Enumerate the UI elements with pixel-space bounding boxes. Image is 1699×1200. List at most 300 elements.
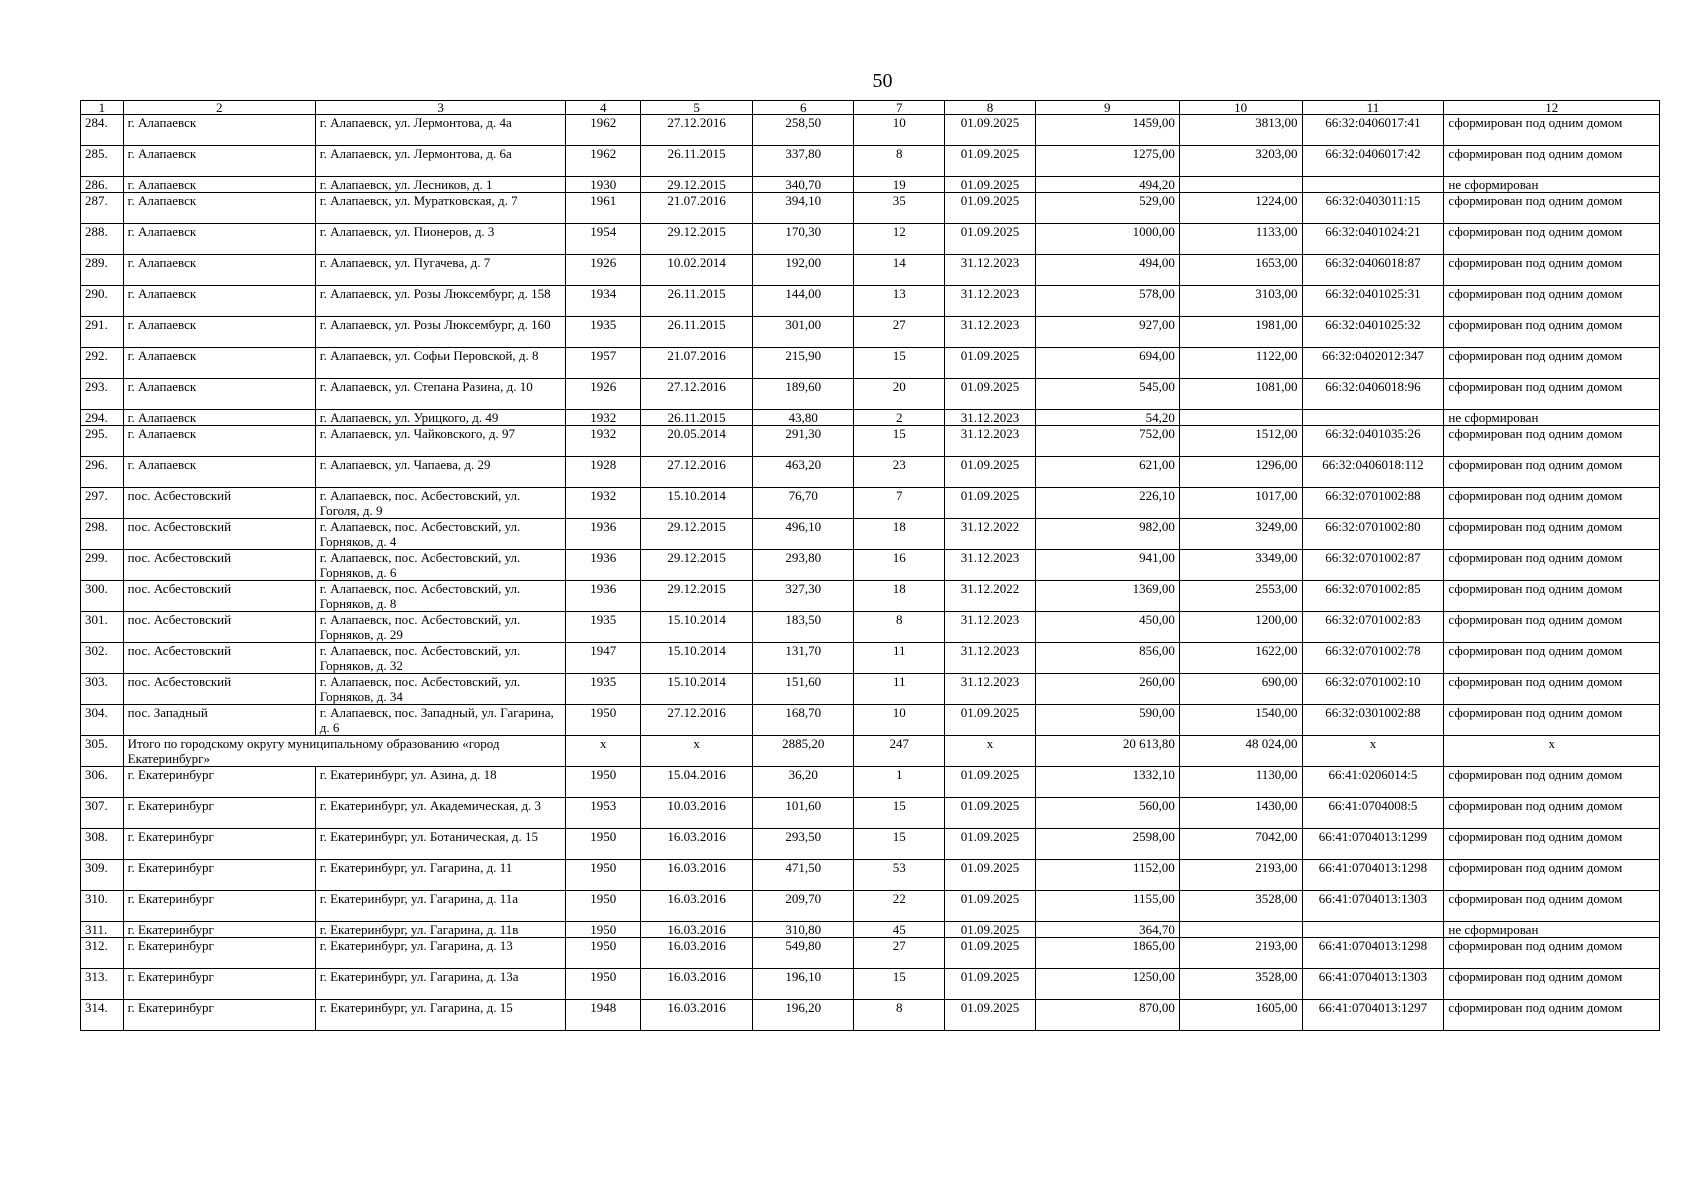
- planned-date: 01.09.2025: [945, 938, 1036, 969]
- value-col-10: 3203,00: [1179, 146, 1302, 177]
- build-year: 1932: [566, 426, 641, 457]
- building-address: г. Алапаевск, ул. Розы Люксембург, д. 160: [315, 317, 566, 348]
- common-area: 337,80: [753, 146, 854, 177]
- settlement-name: г. Алапаевск: [123, 426, 315, 457]
- common-area: 168,70: [753, 705, 854, 736]
- survey-date: 29.12.2015: [641, 550, 753, 581]
- row-number: 299.: [81, 550, 124, 581]
- build-year: 1930: [566, 177, 641, 193]
- survey-date: 27.12.2016: [641, 705, 753, 736]
- value-col-10: [1179, 410, 1302, 426]
- building-address: г. Алапаевск, ул. Лесников, д. 1: [315, 177, 566, 193]
- common-area: 496,10: [753, 519, 854, 550]
- value-col-10: 3813,00: [1179, 115, 1302, 146]
- survey-date: 20.05.2014: [641, 426, 753, 457]
- cadastral-number: 66:32:0701002:78: [1302, 643, 1444, 674]
- land-plot-status: сформирован под одним домом: [1444, 550, 1660, 581]
- land-plot-status: сформирован под одним домом: [1444, 115, 1660, 146]
- building-address: г. Екатеринбург, ул. Академическая, д. 3: [315, 798, 566, 829]
- land-plot-status: сформирован под одним домом: [1444, 488, 1660, 519]
- land-plot-status: сформирован под одним домом: [1444, 860, 1660, 891]
- resident-count: 247: [854, 736, 945, 767]
- value-col-10: 3103,00: [1179, 286, 1302, 317]
- land-plot-status: сформирован под одним домом: [1444, 938, 1660, 969]
- resident-count: 35: [854, 193, 945, 224]
- building-address: г. Алапаевск, ул. Софьи Перовской, д. 8: [315, 348, 566, 379]
- table-row: [81, 674, 1660, 705]
- common-area: 101,60: [753, 798, 854, 829]
- table-row: [81, 286, 1660, 317]
- building-address: г. Алапаевск, ул. Пионеров, д. 3: [315, 224, 566, 255]
- planned-date: 31.12.2022: [945, 519, 1036, 550]
- value-col-10: 1622,00: [1179, 643, 1302, 674]
- building-address: г. Алапаевск, пос. Асбестовский, ул. Горняков, д. 34: [315, 674, 566, 705]
- common-area: 293,80: [753, 550, 854, 581]
- column-header: 3: [315, 101, 566, 115]
- table-body: [81, 115, 1660, 1031]
- value-col-9: 1000,00: [1035, 224, 1179, 255]
- table-row: [81, 410, 1660, 426]
- resident-count: 45: [854, 922, 945, 938]
- land-plot-status: сформирован под одним домом: [1444, 643, 1660, 674]
- total-row: [81, 736, 1660, 767]
- table-row: [81, 829, 1660, 860]
- planned-date: 31.12.2023: [945, 286, 1036, 317]
- build-year: 1954: [566, 224, 641, 255]
- value-col-9: 494,00: [1035, 255, 1179, 286]
- settlement-name: г. Екатеринбург: [123, 891, 315, 922]
- common-area: 196,20: [753, 1000, 854, 1031]
- planned-date: 31.12.2023: [945, 643, 1036, 674]
- table-row: [81, 798, 1660, 829]
- survey-date: 16.03.2016: [641, 860, 753, 891]
- resident-count: 15: [854, 829, 945, 860]
- building-address: г. Екатеринбург, ул. Гагарина, д. 11: [315, 860, 566, 891]
- common-area: 183,50: [753, 612, 854, 643]
- resident-count: 7: [854, 488, 945, 519]
- table-row: [81, 317, 1660, 348]
- value-col-10: 48 024,00: [1179, 736, 1302, 767]
- building-address: г. Алапаевск, пос. Асбестовский, ул. Горняков, д. 32: [315, 643, 566, 674]
- table-row: [81, 457, 1660, 488]
- build-year: 1962: [566, 146, 641, 177]
- value-col-9: 1369,00: [1035, 581, 1179, 612]
- planned-date: x: [945, 736, 1036, 767]
- table-row: [81, 922, 1660, 938]
- survey-date: 15.10.2014: [641, 643, 753, 674]
- common-area: 301,00: [753, 317, 854, 348]
- settlement-name: г. Екатеринбург: [123, 860, 315, 891]
- settlement-name: г. Екатеринбург: [123, 1000, 315, 1031]
- survey-date: 27.12.2016: [641, 115, 753, 146]
- cadastral-number: 66:32:0701002:85: [1302, 581, 1444, 612]
- build-year: 1962: [566, 115, 641, 146]
- row-number: 291.: [81, 317, 124, 348]
- building-address: г. Алапаевск, ул. Чапаева, д. 29: [315, 457, 566, 488]
- build-year: 1953: [566, 798, 641, 829]
- table-row: [81, 177, 1660, 193]
- planned-date: 31.12.2023: [945, 426, 1036, 457]
- value-col-10: 7042,00: [1179, 829, 1302, 860]
- column-header: 8: [945, 101, 1036, 115]
- settlement-name: г. Алапаевск: [123, 177, 315, 193]
- cadastral-number: [1302, 922, 1444, 938]
- build-year: 1950: [566, 969, 641, 1000]
- survey-date: 16.03.2016: [641, 969, 753, 1000]
- row-number: 305.: [81, 736, 124, 767]
- value-col-10: 2193,00: [1179, 860, 1302, 891]
- settlement-name: г. Алапаевск: [123, 193, 315, 224]
- planned-date: 01.09.2025: [945, 379, 1036, 410]
- settlement-name: пос. Асбестовский: [123, 519, 315, 550]
- common-area: 192,00: [753, 255, 854, 286]
- column-header: 4: [566, 101, 641, 115]
- value-col-10: 1430,00: [1179, 798, 1302, 829]
- value-col-9: 694,00: [1035, 348, 1179, 379]
- cadastral-number: 66:32:0301002:88: [1302, 705, 1444, 736]
- resident-count: 10: [854, 705, 945, 736]
- planned-date: 01.09.2025: [945, 224, 1036, 255]
- common-area: 2885,20: [753, 736, 854, 767]
- value-col-9: 450,00: [1035, 612, 1179, 643]
- cadastral-number: 66:41:0206014:5: [1302, 767, 1444, 798]
- resident-count: 16: [854, 550, 945, 581]
- resident-count: 53: [854, 860, 945, 891]
- survey-date: 15.04.2016: [641, 767, 753, 798]
- settlement-name: г. Екатеринбург: [123, 922, 315, 938]
- building-address: г. Екатеринбург, ул. Азина, д. 18: [315, 767, 566, 798]
- common-area: 258,50: [753, 115, 854, 146]
- survey-date: 16.03.2016: [641, 891, 753, 922]
- column-number-row: [81, 101, 1660, 115]
- building-address: г. Екатеринбург, ул. Гагарина, д. 15: [315, 1000, 566, 1031]
- row-number: 287.: [81, 193, 124, 224]
- planned-date: 01.09.2025: [945, 115, 1036, 146]
- value-col-10: [1179, 177, 1302, 193]
- row-number: 296.: [81, 457, 124, 488]
- common-area: 394,10: [753, 193, 854, 224]
- value-col-10: [1179, 922, 1302, 938]
- resident-count: 15: [854, 348, 945, 379]
- build-year: 1934: [566, 286, 641, 317]
- build-year: 1950: [566, 705, 641, 736]
- resident-count: 10: [854, 115, 945, 146]
- value-col-9: 982,00: [1035, 519, 1179, 550]
- value-col-10: 1122,00: [1179, 348, 1302, 379]
- column-header: 11: [1302, 101, 1444, 115]
- resident-count: 8: [854, 612, 945, 643]
- build-year: 1948: [566, 1000, 641, 1031]
- planned-date: 31.12.2023: [945, 410, 1036, 426]
- resident-count: 23: [854, 457, 945, 488]
- building-address: г. Екатеринбург, ул. Гагарина, д. 13а: [315, 969, 566, 1000]
- survey-date: 16.03.2016: [641, 829, 753, 860]
- settlement-name: пос. Асбестовский: [123, 488, 315, 519]
- row-number: 295.: [81, 426, 124, 457]
- survey-date: 29.12.2015: [641, 224, 753, 255]
- row-number: 285.: [81, 146, 124, 177]
- survey-date: 26.11.2015: [641, 410, 753, 426]
- build-year: 1926: [566, 255, 641, 286]
- survey-date: 29.12.2015: [641, 177, 753, 193]
- cadastral-number: 66:32:0403011:15: [1302, 193, 1444, 224]
- row-number: 311.: [81, 922, 124, 938]
- building-address: г. Алапаевск, пос. Западный, ул. Гагарина, д. 6: [315, 705, 566, 736]
- resident-count: 18: [854, 519, 945, 550]
- land-plot-status: сформирован под одним домом: [1444, 317, 1660, 348]
- resident-count: 19: [854, 177, 945, 193]
- settlement-name: пос. Асбестовский: [123, 612, 315, 643]
- value-col-9: 1152,00: [1035, 860, 1179, 891]
- value-col-9: 560,00: [1035, 798, 1179, 829]
- build-year: 1947: [566, 643, 641, 674]
- table-row: [81, 643, 1660, 674]
- row-number: 308.: [81, 829, 124, 860]
- row-number: 302.: [81, 643, 124, 674]
- resident-count: 13: [854, 286, 945, 317]
- settlement-name: г. Екатеринбург: [123, 829, 315, 860]
- resident-count: 20: [854, 379, 945, 410]
- planned-date: 01.09.2025: [945, 798, 1036, 829]
- building-address: г. Алапаевск, пос. Асбестовский, ул. Горняков, д. 29: [315, 612, 566, 643]
- cadastral-number: 66:32:0406017:42: [1302, 146, 1444, 177]
- settlement-name: г. Екатеринбург: [123, 938, 315, 969]
- settlement-name: г. Екатеринбург: [123, 767, 315, 798]
- resident-count: 11: [854, 674, 945, 705]
- survey-date: 26.11.2015: [641, 317, 753, 348]
- build-year: 1957: [566, 348, 641, 379]
- settlement-name: пос. Асбестовский: [123, 643, 315, 674]
- planned-date: 01.09.2025: [945, 348, 1036, 379]
- row-number: 312.: [81, 938, 124, 969]
- build-year: 1950: [566, 767, 641, 798]
- settlement-name: г. Алапаевск: [123, 379, 315, 410]
- row-number: 304.: [81, 705, 124, 736]
- row-number: 294.: [81, 410, 124, 426]
- row-number: 292.: [81, 348, 124, 379]
- value-col-10: 2553,00: [1179, 581, 1302, 612]
- survey-date: 10.03.2016: [641, 798, 753, 829]
- table-row: [81, 426, 1660, 457]
- land-plot-status: сформирован под одним домом: [1444, 612, 1660, 643]
- land-plot-status: сформирован под одним домом: [1444, 426, 1660, 457]
- row-number: 293.: [81, 379, 124, 410]
- survey-date: 16.03.2016: [641, 922, 753, 938]
- total-label: Итого по городскому округу муниципальному образованию «город Екатеринбург»: [123, 736, 566, 767]
- row-number: 284.: [81, 115, 124, 146]
- building-address: г. Алапаевск, ул. Степана Разина, д. 10: [315, 379, 566, 410]
- value-col-9: 529,00: [1035, 193, 1179, 224]
- value-col-9: 1332,10: [1035, 767, 1179, 798]
- table-row: [81, 767, 1660, 798]
- resident-count: 15: [854, 969, 945, 1000]
- value-col-9: 578,00: [1035, 286, 1179, 317]
- table-row: [81, 488, 1660, 519]
- building-address: г. Алапаевск, пос. Асбестовский, ул. Горняков, д. 8: [315, 581, 566, 612]
- settlement-name: г. Алапаевск: [123, 115, 315, 146]
- build-year: 1932: [566, 488, 641, 519]
- survey-date: 29.12.2015: [641, 519, 753, 550]
- row-number: 314.: [81, 1000, 124, 1031]
- resident-count: 11: [854, 643, 945, 674]
- resident-count: 22: [854, 891, 945, 922]
- build-year: 1936: [566, 550, 641, 581]
- cadastral-number: 66:32:0401025:31: [1302, 286, 1444, 317]
- survey-date: 15.10.2014: [641, 488, 753, 519]
- land-plot-status: сформирован под одним домом: [1444, 457, 1660, 488]
- value-col-10: 1017,00: [1179, 488, 1302, 519]
- value-col-10: 3528,00: [1179, 969, 1302, 1000]
- building-address: г. Алапаевск, ул. Урицкого, д. 49: [315, 410, 566, 426]
- row-number: 290.: [81, 286, 124, 317]
- building-address: г. Екатеринбург, ул. Гагарина, д. 11в: [315, 922, 566, 938]
- row-number: 307.: [81, 798, 124, 829]
- planned-date: 01.09.2025: [945, 969, 1036, 1000]
- value-col-9: 54,20: [1035, 410, 1179, 426]
- column-header: 5: [641, 101, 753, 115]
- column-header: 7: [854, 101, 945, 115]
- survey-date: 27.12.2016: [641, 457, 753, 488]
- common-area: 293,50: [753, 829, 854, 860]
- cadastral-number: 66:41:0704013:1297: [1302, 1000, 1444, 1031]
- build-year: 1926: [566, 379, 641, 410]
- value-col-9: 941,00: [1035, 550, 1179, 581]
- common-area: 471,50: [753, 860, 854, 891]
- resident-count: 18: [854, 581, 945, 612]
- land-plot-status: x: [1444, 736, 1660, 767]
- planned-date: 01.09.2025: [945, 457, 1036, 488]
- build-year: 1936: [566, 519, 641, 550]
- resident-count: 12: [854, 224, 945, 255]
- common-area: 327,30: [753, 581, 854, 612]
- row-number: 300.: [81, 581, 124, 612]
- value-col-10: 3249,00: [1179, 519, 1302, 550]
- planned-date: 01.09.2025: [945, 767, 1036, 798]
- survey-date: 29.12.2015: [641, 581, 753, 612]
- common-area: 310,80: [753, 922, 854, 938]
- planned-date: 01.09.2025: [945, 146, 1036, 177]
- value-col-9: 545,00: [1035, 379, 1179, 410]
- table-row: [81, 612, 1660, 643]
- value-col-9: 856,00: [1035, 643, 1179, 674]
- build-year: 1950: [566, 860, 641, 891]
- planned-date: 01.09.2025: [945, 1000, 1036, 1031]
- column-header: 2: [123, 101, 315, 115]
- building-address: г. Алапаевск, ул. Розы Люксембург, д. 158: [315, 286, 566, 317]
- planned-date: 31.12.2023: [945, 255, 1036, 286]
- common-area: 170,30: [753, 224, 854, 255]
- cadastral-number: 66:32:0401025:32: [1302, 317, 1444, 348]
- common-area: 215,90: [753, 348, 854, 379]
- row-number: 288.: [81, 224, 124, 255]
- survey-date: 15.10.2014: [641, 674, 753, 705]
- planned-date: 01.09.2025: [945, 829, 1036, 860]
- row-number: 309.: [81, 860, 124, 891]
- build-year: 1928: [566, 457, 641, 488]
- settlement-name: пос. Асбестовский: [123, 581, 315, 612]
- settlement-name: пос. Асбестовский: [123, 550, 315, 581]
- value-col-9: 364,70: [1035, 922, 1179, 938]
- cadastral-number: 66:32:0401024:21: [1302, 224, 1444, 255]
- survey-date: 21.07.2016: [641, 193, 753, 224]
- table-row: [81, 550, 1660, 581]
- build-year: 1950: [566, 829, 641, 860]
- resident-count: 8: [854, 1000, 945, 1031]
- survey-date: 10.02.2014: [641, 255, 753, 286]
- planned-date: 31.12.2023: [945, 550, 1036, 581]
- building-address: г. Алапаевск, ул. Лермонтова, д. 4а: [315, 115, 566, 146]
- land-plot-status: сформирован под одним домом: [1444, 969, 1660, 1000]
- value-col-10: 1081,00: [1179, 379, 1302, 410]
- value-col-9: 870,00: [1035, 1000, 1179, 1031]
- settlement-name: г. Екатеринбург: [123, 969, 315, 1000]
- row-number: 313.: [81, 969, 124, 1000]
- cadastral-number: 66:41:0704013:1303: [1302, 969, 1444, 1000]
- cadastral-number: 66:32:0701002:83: [1302, 612, 1444, 643]
- building-address: г. Алапаевск, пос. Асбестовский, ул. Горняков, д. 6: [315, 550, 566, 581]
- survey-date: 15.10.2014: [641, 612, 753, 643]
- cadastral-number: 66:41:0704013:1303: [1302, 891, 1444, 922]
- cadastral-number: 66:32:0406018:87: [1302, 255, 1444, 286]
- common-area: 76,70: [753, 488, 854, 519]
- land-plot-status: не сформирован: [1444, 410, 1660, 426]
- value-col-10: 1224,00: [1179, 193, 1302, 224]
- value-col-10: 3349,00: [1179, 550, 1302, 581]
- cadastral-number: 66:32:0701002:88: [1302, 488, 1444, 519]
- column-header: 9: [1035, 101, 1179, 115]
- value-col-9: 2598,00: [1035, 829, 1179, 860]
- value-col-10: 1133,00: [1179, 224, 1302, 255]
- settlement-name: пос. Западный: [123, 705, 315, 736]
- settlement-name: г. Алапаевск: [123, 410, 315, 426]
- resident-count: 15: [854, 426, 945, 457]
- planned-date: 31.12.2023: [945, 674, 1036, 705]
- common-area: 340,70: [753, 177, 854, 193]
- build-year: 1935: [566, 317, 641, 348]
- table-row: [81, 581, 1660, 612]
- value-col-9: 1250,00: [1035, 969, 1179, 1000]
- common-area: 463,20: [753, 457, 854, 488]
- settlement-name: г. Алапаевск: [123, 286, 315, 317]
- value-col-10: 2193,00: [1179, 938, 1302, 969]
- survey-date: 21.07.2016: [641, 348, 753, 379]
- table-row: [81, 938, 1660, 969]
- table-row: [81, 193, 1660, 224]
- building-address: г. Алапаевск, пос. Асбестовский, ул. Горняков, д. 4: [315, 519, 566, 550]
- planned-date: 01.09.2025: [945, 891, 1036, 922]
- survey-date: 16.03.2016: [641, 938, 753, 969]
- cadastral-number: 66:32:0701002:80: [1302, 519, 1444, 550]
- resident-count: 27: [854, 938, 945, 969]
- land-plot-status: сформирован под одним домом: [1444, 798, 1660, 829]
- build-year: 1936: [566, 581, 641, 612]
- value-col-10: 1296,00: [1179, 457, 1302, 488]
- cadastral-number: 66:41:0704013:1299: [1302, 829, 1444, 860]
- survey-date: 16.03.2016: [641, 1000, 753, 1031]
- table-row: [81, 224, 1660, 255]
- value-col-9: 20 613,80: [1035, 736, 1179, 767]
- cadastral-number: 66:41:0704013:1298: [1302, 860, 1444, 891]
- page-number: 50: [872, 70, 893, 92]
- value-col-10: 1200,00: [1179, 612, 1302, 643]
- row-number: 306.: [81, 767, 124, 798]
- cadastral-number: 66:32:0406018:96: [1302, 379, 1444, 410]
- value-col-9: 1865,00: [1035, 938, 1179, 969]
- build-year: 1932: [566, 410, 641, 426]
- row-number: 286.: [81, 177, 124, 193]
- value-col-10: 1540,00: [1179, 705, 1302, 736]
- resident-count: 8: [854, 146, 945, 177]
